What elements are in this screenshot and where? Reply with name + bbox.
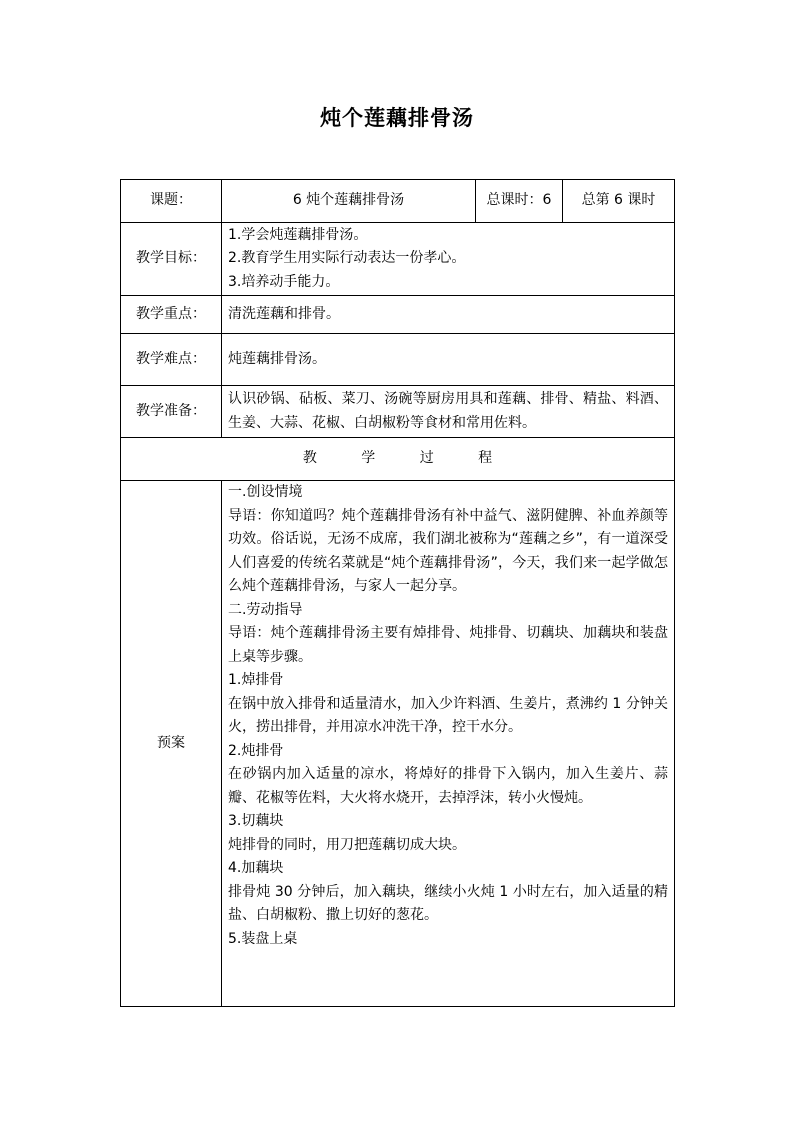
section-text: 导语：炖个莲藕排骨汤主要有焯排骨、炖排骨、切藕块、加藕块和装盘上桌等步骤。	[228, 625, 668, 665]
topic-label: 课题：	[121, 180, 222, 223]
difficulty-row	[121, 334, 675, 386]
topic-value: 6 炖个莲藕排骨汤	[222, 180, 476, 223]
step-text: 在砂锅内加入适量的凉水，将焯好的排骨下入锅内，加入生姜片、蒜瓣、花椒等佐料，大火将水烧开，去掉浮沫，转小火慢炖。	[228, 766, 668, 806]
goals-label: 教学目标：	[121, 223, 222, 296]
step-heading: 5.装盘上桌	[228, 930, 298, 947]
difficulty-label: 教学难点：	[121, 334, 222, 386]
lesson-plan-table	[120, 179, 675, 1007]
lesson-index: 总第 6 课时	[563, 180, 675, 223]
section-heading: 二.劳动指导	[228, 601, 303, 618]
total-hours: 总课时：6	[476, 180, 563, 223]
step-heading: 3.切藕块	[228, 813, 284, 829]
key-point-value: 清洗莲藕和排骨。	[222, 296, 675, 334]
topic-row	[121, 180, 675, 223]
goals-list	[222, 223, 675, 296]
step-heading: 4.加藕块	[228, 860, 284, 876]
goal-item: 3.培养动手能力。	[228, 273, 340, 290]
step-text: 排骨炖 30 分钟后，加入藕块，继续小火炖 1 小时左右，加入适量的精盐、白胡椒粉、撒上切好的葱花。	[228, 883, 668, 923]
step-text: 在锅中放入排骨和适量清水，加入少许料酒、生姜片，煮沸约 1 分钟关火，捞出排骨，并用凉水冲洗干净，控干水分。	[228, 695, 668, 735]
key-point-label: 教学重点：	[121, 296, 222, 334]
process-heading-row	[121, 438, 675, 481]
preview-content	[222, 481, 675, 1007]
preparation-text: 认识砂锅、砧板、菜刀、汤碗等厨房用具和莲藕、排骨、精盐、料酒、生姜、大蒜、花椒、白胡椒粉等食材和常用佐料。	[228, 391, 668, 431]
goals-row	[121, 223, 675, 296]
step-heading: 2.炖排骨	[228, 742, 284, 759]
preparation-label: 教学准备：	[121, 386, 222, 438]
step-heading: 1.焯排骨	[228, 672, 284, 688]
preparation-row	[121, 386, 675, 438]
step-text: 炖排骨的同时，用刀把莲藕切成大块。	[228, 836, 466, 853]
preview-row	[121, 481, 675, 1007]
section-heading: 一.创设情境	[228, 484, 303, 500]
page-title: 炖个莲藕排骨汤	[320, 105, 474, 130]
goal-item: 1.学会炖莲藕排骨汤。	[228, 226, 368, 243]
process-heading: 教 学 过 程	[121, 438, 675, 481]
difficulty-value: 炖莲藕排骨汤。	[222, 334, 675, 386]
preview-label: 预案	[121, 481, 222, 1007]
goal-item: 2.教育学生用实际行动表达一份孝心。	[228, 250, 466, 267]
key-point-row	[121, 296, 675, 334]
section-text: 导语：你知道吗？炖个莲藕排骨汤有补中益气、滋阴健脾、补血养颜等功效。俗话说，无汤不成席，我们湖北被称为“莲藕之乡”，有一道深受人们喜爱的传统名菜就是“炖个莲藕排骨汤”，今天，我们来一起学做怎么炖个莲藕排骨汤，与家人一起分享。	[228, 507, 668, 594]
preparation-value	[222, 386, 675, 438]
